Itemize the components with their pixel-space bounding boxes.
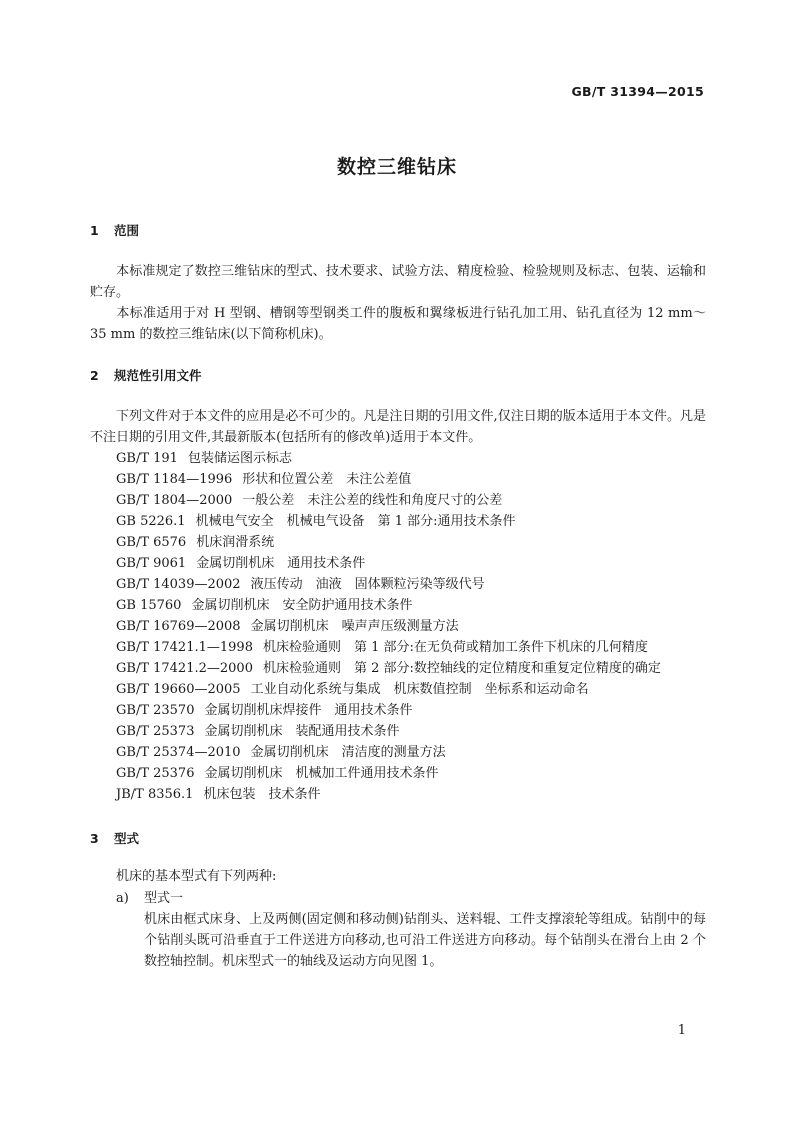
types-intro: 机床的基本型式有下列两种: — [116, 869, 277, 884]
document-title: 数控三维钻床 — [336, 156, 457, 178]
type-a-heading — [116, 888, 183, 909]
reference-item: GB/T 25376 金属切削机床 机械加工件通用技术条件 — [116, 766, 439, 781]
reference-item: GB/T 25374—2010 金属切削机床 清洁度的测量方法 — [116, 745, 446, 760]
section-title: 范围 — [114, 223, 140, 238]
section-heading-scope — [90, 221, 139, 239]
reference-item: GB/T 9061 金属切削机床 通用技术条件 — [116, 556, 366, 571]
section-title: 型式 — [114, 831, 140, 846]
section-number: 3 — [90, 831, 99, 846]
reference-item: GB/T 25373 金属切削机床 装配通用技术条件 — [116, 724, 400, 739]
type-a-description: 机床由框式床身、上及两侧(固定侧和移动侧)钻削头、送料辊、工件支撑滚轮等组成。钻削中的每个钻削头既可沿垂直于工件送进方向移动,也可沿工件送进方向移动。每个钻削头在滑台上由 2 个数控轴控制。机床型式一的轴线及运动方向见图 1。 — [144, 912, 706, 969]
standard-code: GB/T 31394—2015 — [571, 84, 704, 99]
scope-paragraph-2: 本标准适用于对 H 型钢、槽钢等型钢类工件的腹板和翼缘板进行钻孔加工用、钻孔直径为 12 mm～35 mm 的数控三维钻床(以下简称机床)。 — [90, 306, 706, 342]
reference-item: GB/T 14039—2002 液压传动 油液 固体颗粒污染等级代号 — [116, 577, 485, 592]
scope-paragraph-1: 本标准规定了数控三维钻床的型式、技术要求、试验方法、精度检验、检验规则及标志、包装、运输和贮存。 — [90, 264, 706, 300]
list-marker: a) — [116, 891, 129, 906]
section-title: 规范性引用文件 — [114, 368, 202, 383]
reference-item: GB/T 23570 金属切削机床焊接件 通用技术条件 — [116, 703, 413, 718]
section-number: 1 — [90, 223, 99, 238]
reference-list — [116, 448, 661, 805]
reference-item: GB/T 1804—2000 一般公差 未注公差的线性和角度尺寸的公差 — [116, 493, 503, 508]
reference-item: GB/T 19660—2005 工业自动化系统与集成 机床数值控制 坐标系和运动命名 — [116, 682, 589, 697]
reference-item: GB/T 1184—1996 形状和位置公差 未注公差值 — [116, 472, 412, 487]
section-heading-types — [90, 829, 139, 847]
page-number: 1 — [677, 1023, 686, 1038]
reference-item: GB/T 191 包装储运图示标志 — [116, 451, 292, 466]
references-intro: 下列文件对于本文件的应用是必不可少的。凡是注日期的引用文件,仅注日期的版本适用于本文件。凡是不注日期的引用文件,其最新版本(包括所有的修改单)适用于本文件。 — [90, 409, 706, 445]
reference-item: JB/T 8356.1 机床包装 技术条件 — [116, 787, 321, 802]
reference-item: GB/T 16769—2008 金属切削机床 噪声声压级测量方法 — [116, 619, 459, 634]
section-heading-normative-references — [90, 366, 202, 384]
type-a-title: 型式一 — [144, 891, 184, 906]
reference-item: GB 15760 金属切削机床 安全防护通用技术条件 — [116, 598, 413, 613]
reference-item: GB/T 17421.2—2000 机床检验通则 第 2 部分:数控轴线的定位精度和重复定位精度的确定 — [116, 661, 661, 676]
reference-item: GB/T 6576 机床润滑系统 — [116, 535, 275, 550]
section-number: 2 — [90, 368, 99, 383]
reference-item: GB 5226.1 机械电气安全 机械电气设备 第 1 部分:通用技术条件 — [116, 514, 516, 529]
reference-item: GB/T 17421.1—1998 机床检验通则 第 1 部分:在无负荷或精加工条件下机床的几何精度 — [116, 640, 648, 655]
